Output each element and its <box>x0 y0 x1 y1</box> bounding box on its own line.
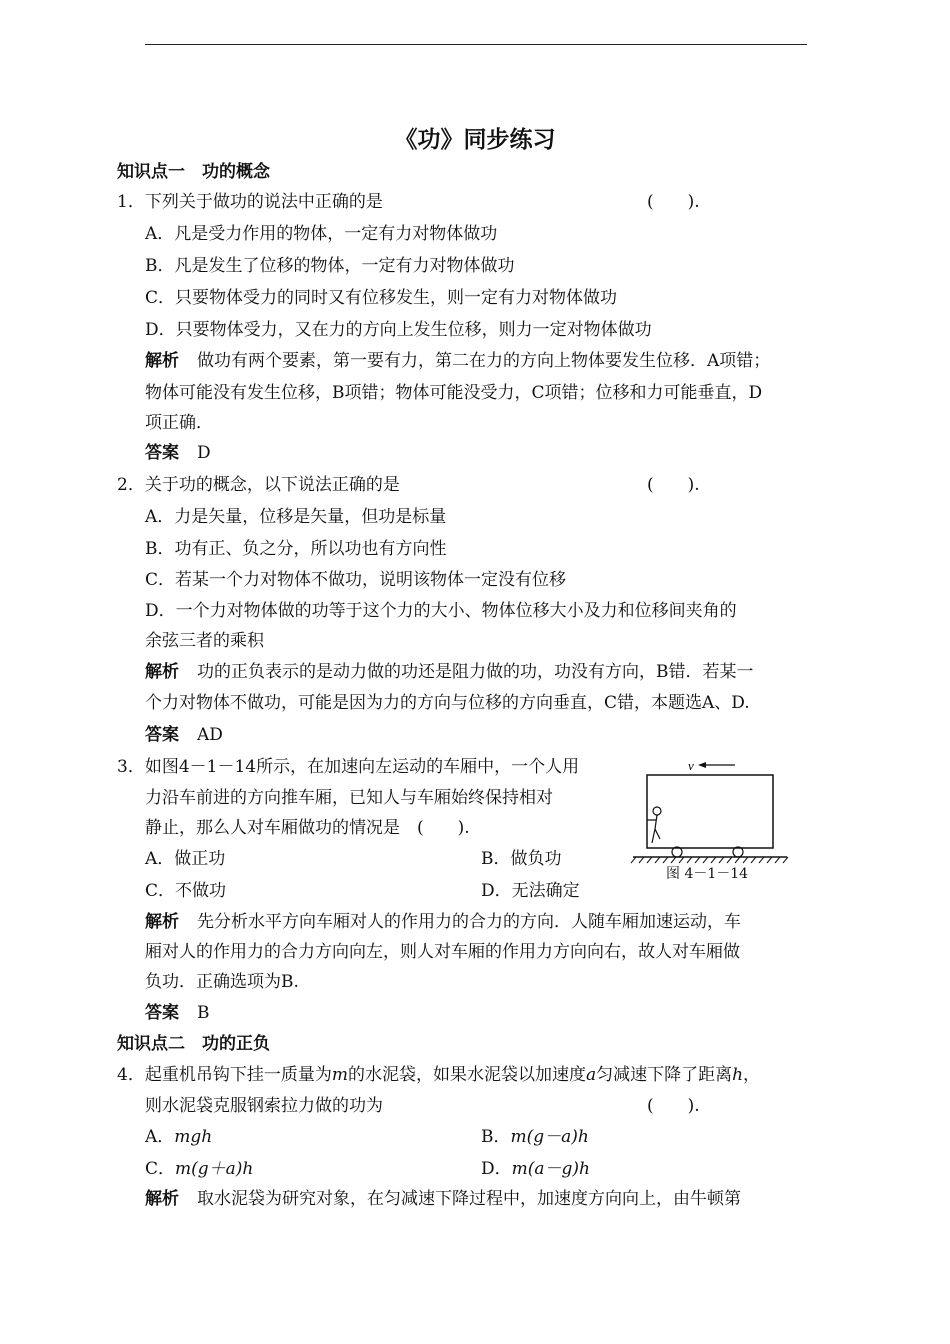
question-2-option-b: B．功有正、负之分，所以功也有方向性 <box>145 539 447 559</box>
question-3-option-b: B．做负功 <box>481 849 562 869</box>
question-3-analysis-line-3: 负功．正确选项为B. <box>145 972 299 992</box>
question-1-option-d: D．只要物体受力，又在力的方向上发生位移，则力一定对物体做功 <box>145 320 652 340</box>
ground-hatching <box>631 857 788 863</box>
question-4-answer-blank: ( ). <box>647 1096 700 1116</box>
figure-caption: 图 4－1－14 <box>666 866 749 882</box>
question-2-answer: 答案 AD <box>145 725 223 745</box>
question-1-option-a: A．凡是受力作用的物体，一定有力对物体做功 <box>145 224 498 244</box>
question-1-analysis-line-1: 解析 做功有两个要素，第一要有力，第二在力的方向上物体要发生位移．A项错； <box>145 351 771 371</box>
question-2-option-d-line-2: 余弦三者的乘积 <box>145 631 264 651</box>
question-2-analysis-line-2: 个力对物体不做功，可能是因为力的方向与位移的方向垂直，C错，本题选A、D. <box>145 693 750 713</box>
question-4-option-a: A．mgh <box>145 1127 213 1147</box>
question-3-option-a: A．做正功 <box>145 849 226 869</box>
question-4-stem-line-1: 4．起重机吊钩下挂一质量为m的水泥袋，如果水泥袋以加速度a匀减速下降了距离h， <box>117 1065 761 1085</box>
person-body <box>647 815 660 843</box>
question-1-analysis-line-2: 物体可能没有发生位移，B项错；物体可能没受力，C项错；位移和力可能垂直，D <box>145 383 763 403</box>
question-4-analysis-line-1: 解析 取水泥袋为研究对象，在匀减速下降过程中，加速度方向向上，由牛顿第 <box>145 1189 741 1209</box>
question-4-option-c: C．m(g＋a)h <box>145 1159 254 1179</box>
question-2-option-d-line-1: D．一个力对物体做的功等于这个力的大小、物体位移大小及力和位移间夹角的 <box>145 601 737 621</box>
question-1-answer-blank: ( ). <box>647 192 700 212</box>
question-2-analysis-line-1: 解析 功的正负表示的是动力做的功还是阻力做的功，功没有方向，B错．若某一 <box>145 662 754 682</box>
header-rule <box>145 44 807 45</box>
question-3-analysis-line-2: 厢对人的作用力的合力方向向左，则人对车厢的作用力方向向右，故人对车厢做 <box>145 942 740 962</box>
question-3-stem-line-3: 静止，那么人对车厢做功的情况是 ( ). <box>145 818 470 838</box>
question-4-option-b: B．m(g－a)h <box>481 1127 589 1147</box>
question-3-analysis-line-1: 解析 先分析水平方向车厢对人的作用力的合力的方向．人随车厢加速运动，车 <box>145 912 741 932</box>
question-1-stem: 1．下列关于做功的说法中正确的是 <box>117 192 383 212</box>
question-1-option-b: B．凡是发生了位移的物体，一定有力对物体做功 <box>145 256 515 276</box>
question-2-answer-blank: ( ). <box>647 475 700 495</box>
train-car-box <box>647 775 773 848</box>
velocity-arrow-head <box>698 762 706 768</box>
question-1-option-c: C．只要物体受力的同时又有位移发生，则一定有力对物体做功 <box>145 288 618 308</box>
question-2-stem: 2．关于功的概念，以下说法正确的是 <box>117 475 400 495</box>
page-title: 《功》同步练习 <box>394 126 556 153</box>
question-4-stem-line-2: 则水泥袋克服钢索拉力做的功为 <box>145 1096 383 1116</box>
section-heading-1: 知识点一 功的概念 <box>117 162 270 182</box>
question-3-stem-line-1: 3．如图4－1－14所示，在加速向左运动的车厢中，一个人用 <box>117 757 580 777</box>
question-3-option-c: C．不做功 <box>145 881 227 901</box>
question-1-analysis-line-3: 项正确． <box>145 413 213 433</box>
section-heading-2: 知识点二 功的正负 <box>117 1034 270 1054</box>
question-3-option-d: D．无法确定 <box>481 881 580 901</box>
question-1-answer: 答案 D <box>145 443 211 463</box>
velocity-label: v <box>688 758 694 773</box>
person-head <box>653 807 661 815</box>
question-3-answer: 答案 B <box>145 1003 210 1023</box>
question-2-option-a: A．力是矢量，位移是矢量，但功是标量 <box>145 507 447 527</box>
question-2-option-c: C．若某一个力对物体不做功，说明该物体一定没有位移 <box>145 570 567 590</box>
question-4-option-d: D．m(a－g)h <box>481 1159 590 1179</box>
question-3-stem-line-2: 力沿车前进的方向推车厢，已知人与车厢始终保持相对 <box>145 788 553 808</box>
